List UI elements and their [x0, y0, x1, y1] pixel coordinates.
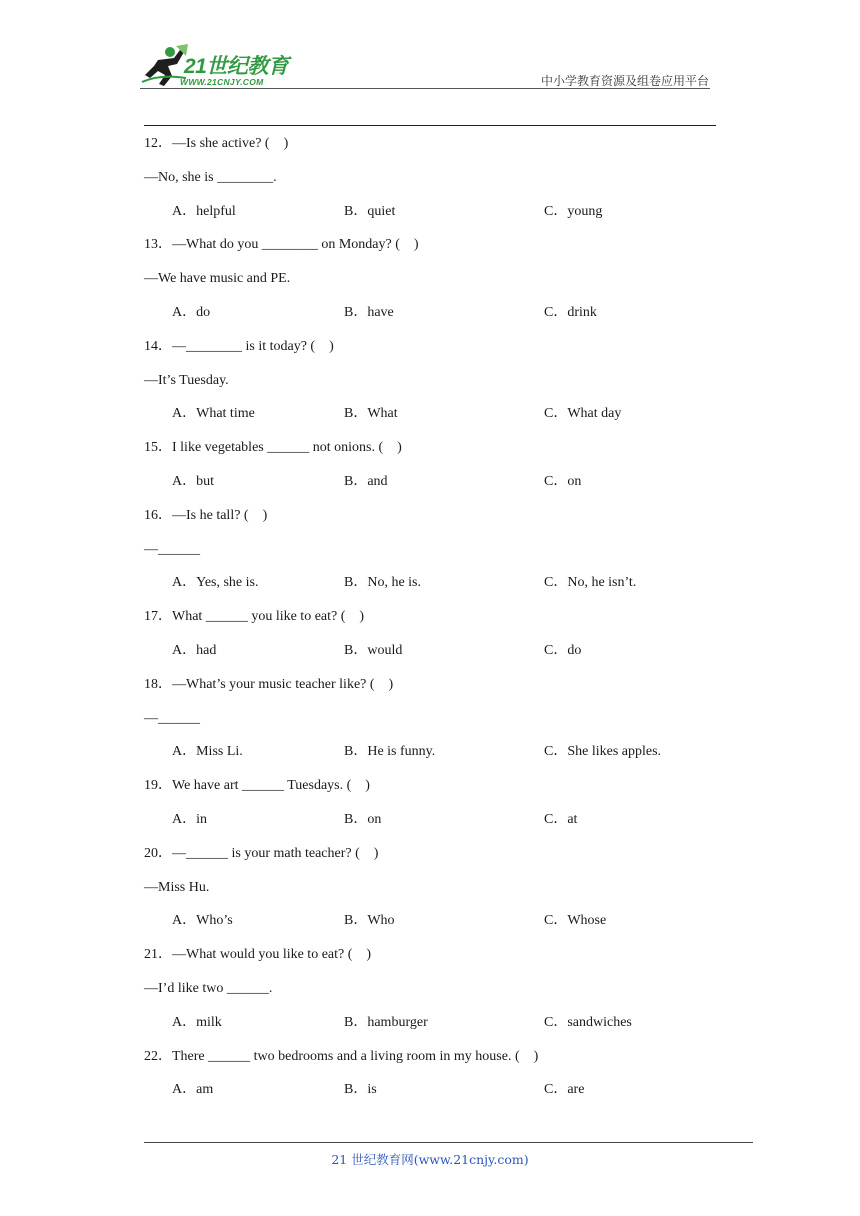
footer-text: 21 世纪教育网(www.21cnjy.com) [331, 1152, 529, 1167]
answer-option[interactable]: C．do [544, 643, 582, 658]
answer-option[interactable]: C．drink [544, 305, 597, 320]
answer-option[interactable]: C．at [544, 812, 578, 827]
question-stem: 21．—What would you like to eat? ( ) [144, 947, 372, 963]
answer-option[interactable]: C．Whose [544, 913, 607, 929]
answer-option[interactable]: C．on [544, 474, 582, 489]
question-stem: 18．—What’s your music teacher like? ( ) [144, 676, 394, 692]
header-tagline: 中小学教育资源及组卷应用平台 [540, 74, 709, 88]
answer-option[interactable]: B．hamburger [344, 1014, 428, 1030]
answer-option[interactable]: B．What [344, 406, 398, 422]
answer-option[interactable]: B．would [344, 643, 403, 658]
answer-option[interactable]: B．on [344, 812, 382, 827]
answer-option[interactable]: A．What time [172, 406, 255, 422]
footer-divider [144, 1142, 753, 1143]
answer-option[interactable]: A．do [172, 305, 211, 320]
answer-option[interactable]: B．He is funny. [344, 744, 436, 760]
question-stem: 12．—Is she active? ( ) [144, 136, 289, 151]
question-stem: 16．—Is he tall? ( ) [144, 507, 268, 523]
answer-option[interactable]: A．in [172, 812, 207, 827]
brand-name: 21世纪教育 [184, 55, 289, 78]
answer-option[interactable]: A．Yes, she is. [172, 575, 259, 591]
content-divider [144, 125, 716, 126]
answer-option[interactable]: B．No, he is. [344, 575, 421, 591]
answer-option[interactable]: C．No, he isn’t. [544, 575, 637, 591]
answer-option[interactable]: B．and [344, 474, 388, 489]
question-reply: —We have music and PE. [144, 271, 291, 287]
question-stem: 14．—________ is it today? ( ) [144, 338, 334, 354]
question-stem: 13．—What do you ________ on Monday? ( ) [144, 237, 419, 253]
header-divider [140, 88, 710, 89]
answer-option[interactable]: B．have [344, 305, 394, 320]
answer-option[interactable]: A．had [172, 643, 217, 658]
answer-option[interactable]: C．are [544, 1082, 585, 1098]
answer-option[interactable]: A．but [172, 474, 214, 489]
question-reply: —Miss Hu. [144, 879, 210, 895]
question-reply: —I’d like two ______. [144, 981, 273, 996]
answer-option[interactable]: C．What day [544, 406, 622, 422]
question-stem: 15．I like vegetables ______ not onions. ( ) [144, 440, 402, 456]
answer-option[interactable]: B．Who [344, 913, 395, 929]
question-stem: 20．—______ is your math teacher? ( ) [144, 845, 379, 861]
question-reply: —______ [144, 541, 200, 557]
answer-option[interactable]: A．am [172, 1082, 214, 1098]
answer-option[interactable]: A．milk [172, 1014, 222, 1030]
answer-option[interactable]: A．Who’s [172, 913, 233, 929]
question-reply: —It’s Tuesday. [144, 372, 229, 388]
answer-option[interactable]: A．helpful [172, 203, 236, 219]
answer-option[interactable]: B．is [344, 1082, 377, 1098]
brand-url: WWW.21CNJY.COM [180, 77, 264, 87]
question-reply: —______ [144, 710, 200, 726]
answer-option[interactable]: C．She likes apples. [544, 744, 662, 760]
question-stem: 19．We have art ______ Tuesdays. ( ) [144, 778, 370, 794]
question-stem: 22．There ______ two bedrooms and a living room in my house. ( ) [144, 1048, 539, 1064]
answer-option[interactable]: A．Miss Li. [172, 744, 243, 760]
answer-option[interactable]: C．sandwiches [544, 1014, 632, 1030]
site-logo [140, 44, 310, 92]
answer-option[interactable]: B．quiet [344, 203, 396, 219]
question-stem: 17．What ______ you like to eat? ( ) [144, 609, 365, 625]
answer-option[interactable]: C．young [544, 203, 603, 219]
question-reply: —No, she is ________. [144, 169, 277, 185]
